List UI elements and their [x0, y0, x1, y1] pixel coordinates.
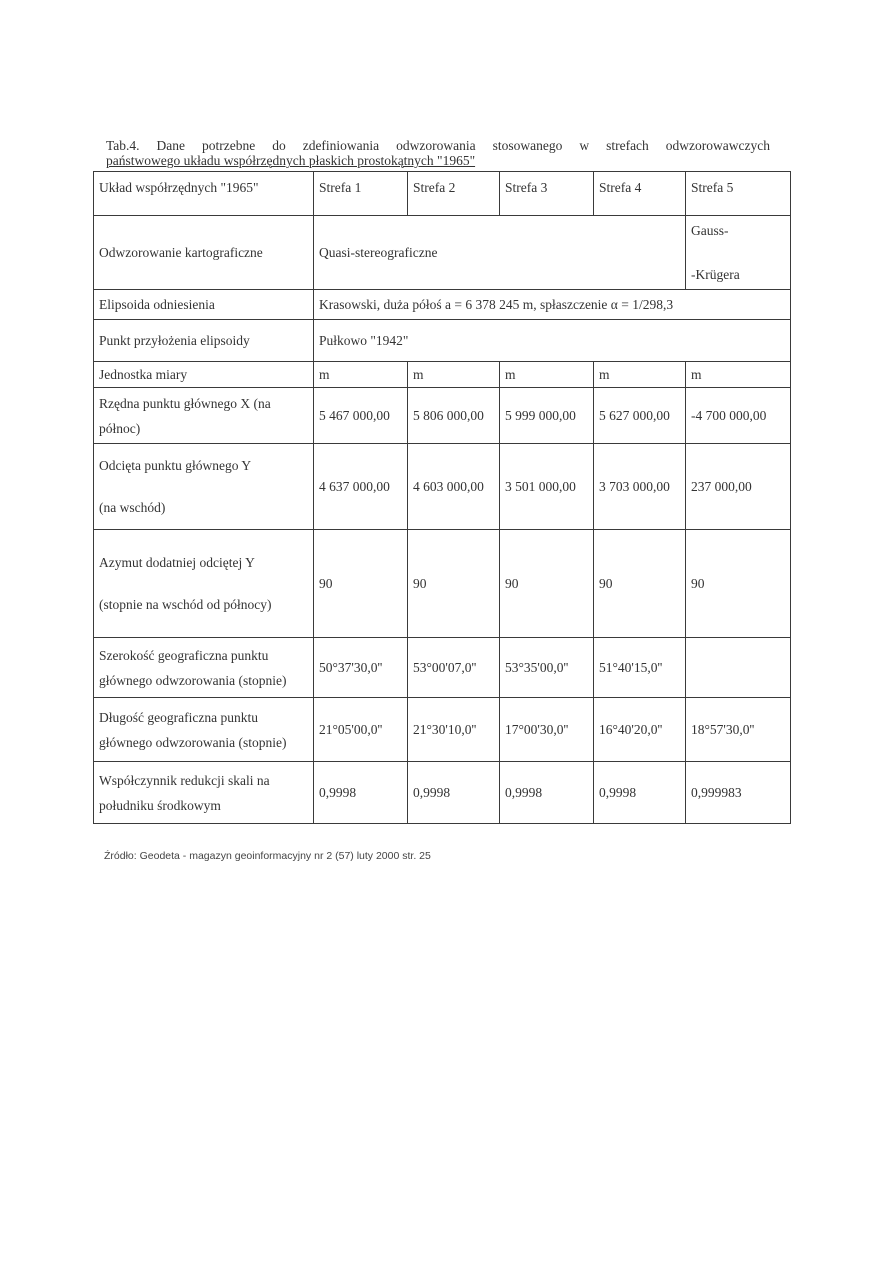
- table-caption: [106, 138, 770, 168]
- azimuth-label: [94, 530, 314, 638]
- source-note: Źródło: Geodeta - magazyn geoinformacyjny nr 2 (57) luty 2000 str. 25: [104, 850, 431, 862]
- y0-label-line-1: Odcięta punktu głównego Y: [99, 457, 252, 473]
- caption-line-1: Tab.4. Dane potrzebne do zdefiniowania odwzorowania stosowanego w strefach odwzorowawczych: [106, 138, 770, 153]
- header-zone-3: Strefa 3: [500, 172, 594, 216]
- azimuth-value: 90: [314, 530, 408, 638]
- scale-value: 0,9998: [408, 762, 500, 824]
- table-row-longitude: [94, 698, 791, 762]
- header-label: Układ współrzędnych "1965": [94, 172, 314, 216]
- longitude-value: 16°40'20,0'': [594, 698, 686, 762]
- latitude-value: 51°40'15,0'': [594, 638, 686, 698]
- azimuth-label-line-2: (stopnie na wschód od północy): [99, 596, 272, 612]
- unit-value: m: [500, 362, 594, 388]
- projection-zone-5: [686, 216, 791, 290]
- projection-zone-5-line-1: Gauss-: [691, 222, 729, 238]
- y0-label: [94, 444, 314, 530]
- x0-value: 5 627 000,00: [594, 388, 686, 444]
- unit-value: m: [408, 362, 500, 388]
- table-row-latitude: [94, 638, 791, 698]
- x0-value: -4 700 000,00: [686, 388, 791, 444]
- longitude-value: 21°30'10,0'': [408, 698, 500, 762]
- latitude-value: 53°00'07,0'': [408, 638, 500, 698]
- table-row-azimuth: [94, 530, 791, 638]
- azimuth-value: 90: [594, 530, 686, 638]
- parameters-table: [93, 171, 791, 824]
- azimuth-value: 90: [686, 530, 791, 638]
- header-zone-1: Strefa 1: [314, 172, 408, 216]
- table-row-scale: [94, 762, 791, 824]
- x0-value: 5 806 000,00: [408, 388, 500, 444]
- x0-value: 5 467 000,00: [314, 388, 408, 444]
- latitude-value: 50°37'30,0'': [314, 638, 408, 698]
- unit-value: m: [314, 362, 408, 388]
- unit-value: m: [686, 362, 791, 388]
- table-row-datum: [94, 320, 791, 362]
- datum-value: Pułkowo "1942": [314, 320, 791, 362]
- unit-value: m: [594, 362, 686, 388]
- table-row-y0: [94, 444, 791, 530]
- y0-value: 4 603 000,00: [408, 444, 500, 530]
- scale-value: 0,9998: [594, 762, 686, 824]
- y0-value: 3 703 000,00: [594, 444, 686, 530]
- table-row-ellipsoid: [94, 290, 791, 320]
- scale-value: 0,9998: [500, 762, 594, 824]
- y0-label-line-2: (na wschód): [99, 499, 166, 515]
- azimuth-label-line-1: Azymut dodatniej odciętej Y: [99, 554, 255, 570]
- longitude-value: 21°05'00,0'': [314, 698, 408, 762]
- projection-zone-5-line-2: -Krügera: [691, 266, 740, 282]
- header-zone-4: Strefa 4: [594, 172, 686, 216]
- y0-value: 4 637 000,00: [314, 444, 408, 530]
- header-zone-2: Strefa 2: [408, 172, 500, 216]
- projection-label: Odwzorowanie kartograficzne: [94, 216, 314, 290]
- latitude-label: Szerokość geograficzna punktu głównego odwzorowania (stopnie): [94, 638, 314, 698]
- longitude-value: 17°00'30,0'': [500, 698, 594, 762]
- header-zone-5: Strefa 5: [686, 172, 791, 216]
- y0-value: 3 501 000,00: [500, 444, 594, 530]
- table-header-row: [94, 172, 791, 216]
- projection-zones-1-4: Quasi-stereograficzne: [314, 216, 686, 290]
- x0-value: 5 999 000,00: [500, 388, 594, 444]
- table-row-projection: [94, 216, 791, 290]
- azimuth-value: 90: [408, 530, 500, 638]
- ellipsoid-label: Elipsoida odniesienia: [94, 290, 314, 320]
- caption-line-2: państwowego układu współrzędnych płaskich prostokątnych "1965": [106, 153, 476, 168]
- y0-value: 237 000,00: [686, 444, 791, 530]
- x0-label: Rzędna punktu głównego X (na północ): [94, 388, 314, 444]
- scale-value: 0,999983: [686, 762, 791, 824]
- longitude-value: 18°57'30,0'': [686, 698, 791, 762]
- latitude-value: 53°35'00,0'': [500, 638, 594, 698]
- table-row-x0: [94, 388, 791, 444]
- ellipsoid-value: Krasowski, duża półoś a = 6 378 245 m, spłaszczenie α = 1/298,3: [314, 290, 791, 320]
- latitude-value: [686, 638, 791, 698]
- scale-label: Współczynnik redukcji skali na południku środkowym: [94, 762, 314, 824]
- scale-value: 0,9998: [314, 762, 408, 824]
- table-row-unit: [94, 362, 791, 388]
- datum-label: Punkt przyłożenia elipsoidy: [94, 320, 314, 362]
- unit-label: Jednostka miary: [94, 362, 314, 388]
- azimuth-value: 90: [500, 530, 594, 638]
- longitude-label: Długość geograficzna punktu głównego odwzorowania (stopnie): [94, 698, 314, 762]
